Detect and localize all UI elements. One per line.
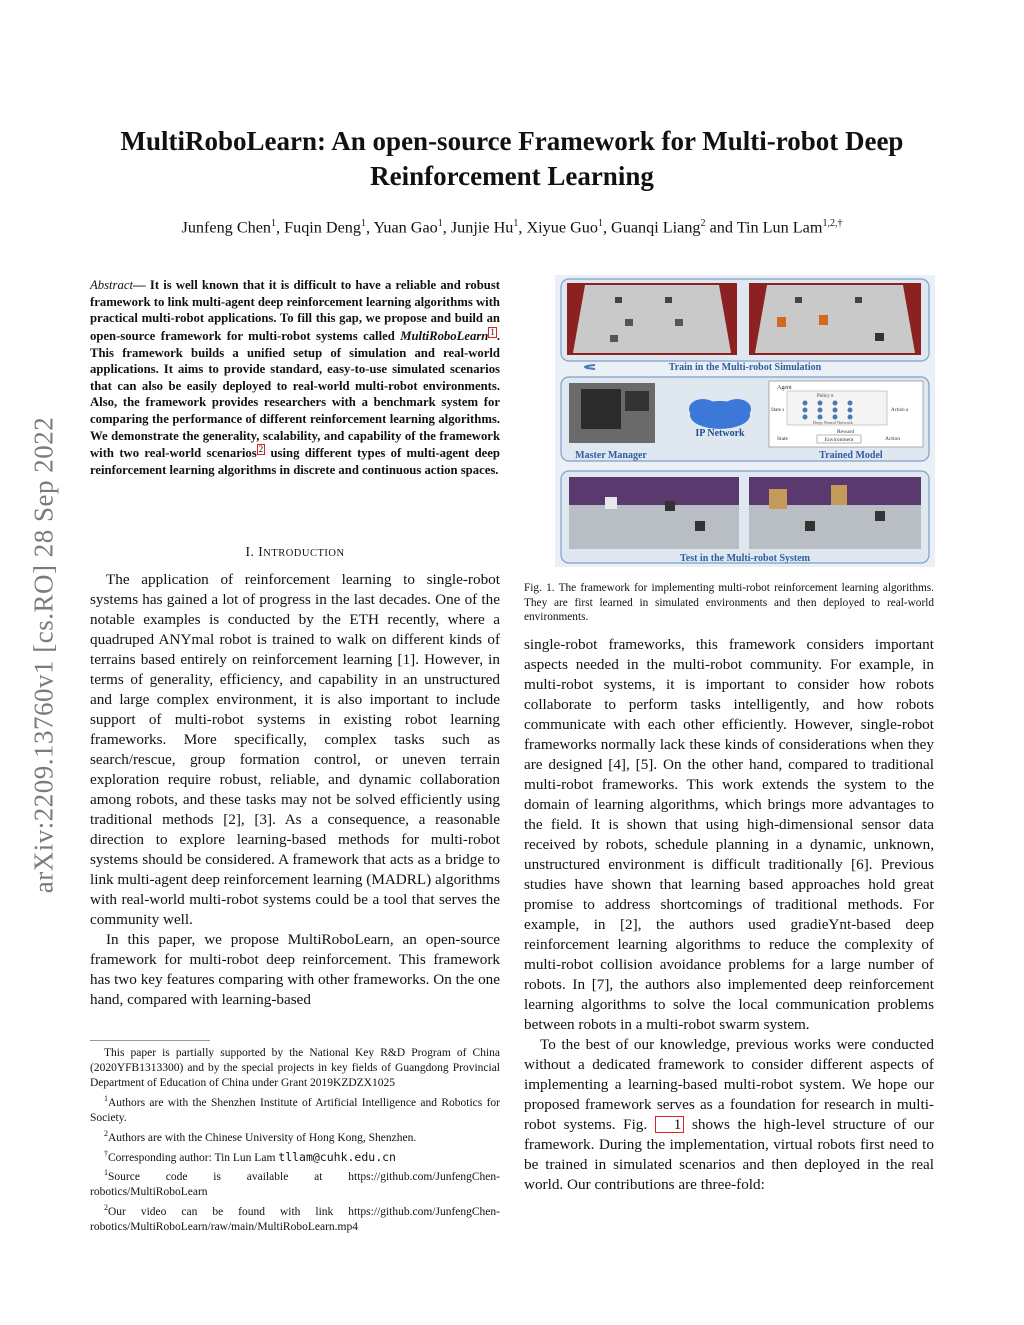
paragraph: The application of reinforcement learning to single-robot systems has gained a lot of progress in the last decades. One of the notable examples is conducted by the ETH recently, where a quadruped ANYmal robot is trained to walk on different kinds of terrains based entirely on reinforcement learning [1]. However, in terms of generality, efficiency, and capability in an unstructured and large complex environment, it is also important to include support of multi-robot systems in existing robot learning frameworks. More specifically, complex tasks such as search/rescue, group formation control, or uneven terrain exploration require robust, reliable, and dynamic collaboration among robots, and these tasks may not be solved efficiently using traditional methods [2], [3]. As a consequence, a reasonable direction to explore learning-based methods for multi-robot systems should be considered. A framework that acts as a bridge to link multi-agent deep reinforcement learning (MADRL) algorithms with real-world multi-robot systems could be a tool that serves the community well. — [90, 571, 500, 928]
author-affiliation: 1 — [437, 218, 443, 229]
framework-name: MultiRoboLearn — [400, 329, 489, 344]
author-affiliation: 1 — [360, 218, 366, 229]
footnote-affiliation-1: $^1$Authors are with the Shenzhen Institute of Artificial Intelligence and Robotics for Society. — [90, 1094, 500, 1124]
body-column-right — [524, 635, 934, 1195]
author-affiliation: 1,2,† — [822, 218, 843, 229]
real-scene-1 — [569, 477, 739, 549]
authors-and: and — [709, 218, 733, 237]
sim-scene-1 — [567, 283, 737, 355]
author: Tin Lun Lam — [736, 218, 823, 237]
figure-caption: Fig. 1. The framework for implementing multi-robot reinforcement learning algorithms. They are first learned in simulated environments and then deployed to real-world environments. — [524, 582, 934, 624]
figure-1 — [555, 275, 935, 567]
author: Yuan Gao — [373, 218, 438, 237]
paragraph-continuation: single-robot frameworks, this framework considers important aspects needed in the multi-robot community. For example, in multi-robot systems, it is important to consider how robots collaborate to perform tasks intelligently, and how robots communicate with each other efficiently. However, single-robot frameworks normally lack these kinds of considerations when they are designed [4], [5]. On the other hand, compared to traditional multi-robot frameworks. This work extends the system to the domain of learning algorithms, which brings more advantages to the field. It is shown that using high-dimensional sensor data received by robots, schedule planning in a dynamic, unknown, unstructured environment is difficult traditionally [6]. Previous studies have shown that learning based approaches hold great promise to address shortcomings of traditional methods. For example, in [2], the authors used gradieYnt-based deep reinforcement learning algorithms to reduce the complexity of multi-robot collision avoidance problems for a large number of robots. In [7], the authors also implemented deep reinforcement learning algorithms to solve the local communication problems between robots in a multi-robot swarm system. — [524, 636, 934, 1033]
label-test: Test in the Multi-robot System — [680, 553, 810, 564]
title-line-2: Reinforcement Learning — [370, 161, 654, 191]
footnote-source-code[interactable]: $^1$Source code is available at https://github.com/JunfengChen-robotics/MultiRoboLearn — [90, 1168, 500, 1199]
abstract-label: Abstract — [90, 278, 133, 292]
svg-text:Policy π: Policy π — [817, 394, 834, 399]
label-ip: IP Network — [695, 428, 745, 439]
footnote-support: This paper is partially supported by the National Key R&D Program of China (2020YFB1313300) and by the special projects in key fields of Guangdong Provincial Department of Education of China under Grant 2019KZDZX1025 — [90, 1047, 500, 1089]
label-master: Master Manager — [575, 450, 647, 461]
arxiv-sidebar — [20, 355, 68, 955]
title-line-1: MultiRoboLearn: An open-source Framework for Multi-robot Deep — [120, 126, 904, 156]
abstract-text-2: . This framework builds a unified setup of simulation and real-world applications. It aims to provide standard, easy-to-use simulated scenarios that can also be easily deployed to real-world multi-robot environments. Also, the framework provides researchers with a benchmark system for comparing the performance of different reinforcement learning algorithms. We demonstrate the generality, scalability, and capability of the framework with two real-world scenarios — [90, 329, 500, 461]
footnote-separator — [90, 1040, 210, 1041]
framework-diagram — [555, 275, 935, 567]
author-list: Junfeng Chen$^1$, Fuqin Deng$^1$, Yuan Gao$^1$, Junjie Hu$^1$, Xiyue Guo$^1$, Guanqi Liang$^2$ and Tin Lun Lam$^{1,2,\dagger}$ — [181, 218, 843, 237]
svg-text:Agent: Agent — [777, 385, 792, 391]
author-affiliation: 2 — [700, 218, 706, 229]
paragraph: In this paper, we propose MultiRoboLearn, an open-source framework for multi-robot deep reinforcement. This framework has two key features comparing with other frameworks. On the one hand, compared with learning-based — [90, 931, 500, 1008]
label-train: Train in the Multi-robot Simulation — [668, 362, 822, 373]
svg-text:State s: State s — [771, 408, 785, 413]
abstract-text-1: — It is well known that it is difficult to have a reliable and robust framework to link multi-agent deep reinforcement learning algorithms with practical multi-robot applications. To fill this gap, we propose and build an open-source framework for multi-robot systems called — [90, 278, 500, 344]
sim-scene-2 — [749, 283, 921, 355]
svg-text:Environment: Environment — [824, 437, 854, 443]
corresponding-email[interactable]: tllam@cuhk.edu.cn — [278, 1149, 396, 1164]
label-trained: Trained Model — [819, 450, 883, 461]
footnotes — [90, 1046, 500, 1235]
real-scene-2 — [749, 477, 921, 549]
svg-text:Reward: Reward — [837, 429, 855, 435]
footnote-corresponding: †Corresponding author: Tin Lun Lam tllam@cuhk.edu.cn — [104, 1148, 396, 1164]
author: Junjie Hu — [450, 218, 514, 237]
author-affiliation: 1 — [513, 218, 519, 229]
svg-text:Action a: Action a — [891, 408, 909, 413]
svg-text:Action: Action — [885, 436, 900, 442]
author: Guanqi Liang — [611, 218, 701, 237]
author: Junfeng Chen — [181, 218, 271, 237]
footnote-video[interactable]: $^2$Our video can be found with link https://github.com/JunfengChen-robotics/MultiRoboLearn/raw/main/MultiRoboLearn.mp4 — [90, 1203, 500, 1234]
author-affiliation: 1 — [271, 218, 276, 229]
footnote-ref-1[interactable]: 1 — [490, 326, 495, 337]
author: Xiyue Guo — [526, 218, 598, 237]
section-title: INTRODUCTION — [258, 544, 345, 559]
paragraph: To the best of our knowledge, previous works were conducted without a dedicated framework to consider different aspects of implementing a learning-based multi-robot system. We hope our proposed framework serves as a foundation for research in multi-robot systems. Fig. 1 shows the high-level structure of our framework. During the implementation, virtual robots first need to be trained in simulated scenarios and then deployed in the real world. Our contributions are three-fold: — [524, 1036, 934, 1193]
footnote-ref-2[interactable]: 2 — [258, 444, 264, 455]
abstract-text-3: using different types of multi-agent deep reinforcement learning algorithms in discrete and continuous action spaces. — [90, 446, 500, 477]
body-column-left — [90, 570, 500, 1010]
section-heading — [90, 544, 500, 560]
author: Fuqin Deng — [284, 218, 361, 237]
abstract — [90, 277, 500, 479]
figure-ref[interactable]: 1 — [655, 1116, 685, 1133]
paper-title — [90, 124, 934, 194]
section-number: I. — [245, 544, 255, 559]
arxiv-id: arXiv:2209.13760v1 [cs.RO] 28 Sep 2022 — [28, 416, 59, 894]
svg-text:State: State — [777, 436, 788, 442]
svg-text:Deep Neural Network: Deep Neural Network — [813, 420, 853, 425]
footnote-affiliation-2: $^2$Authors are with the Chinese University of Hong Kong, Shenzhen. — [104, 1128, 417, 1144]
author-affiliation: 1 — [597, 218, 603, 229]
